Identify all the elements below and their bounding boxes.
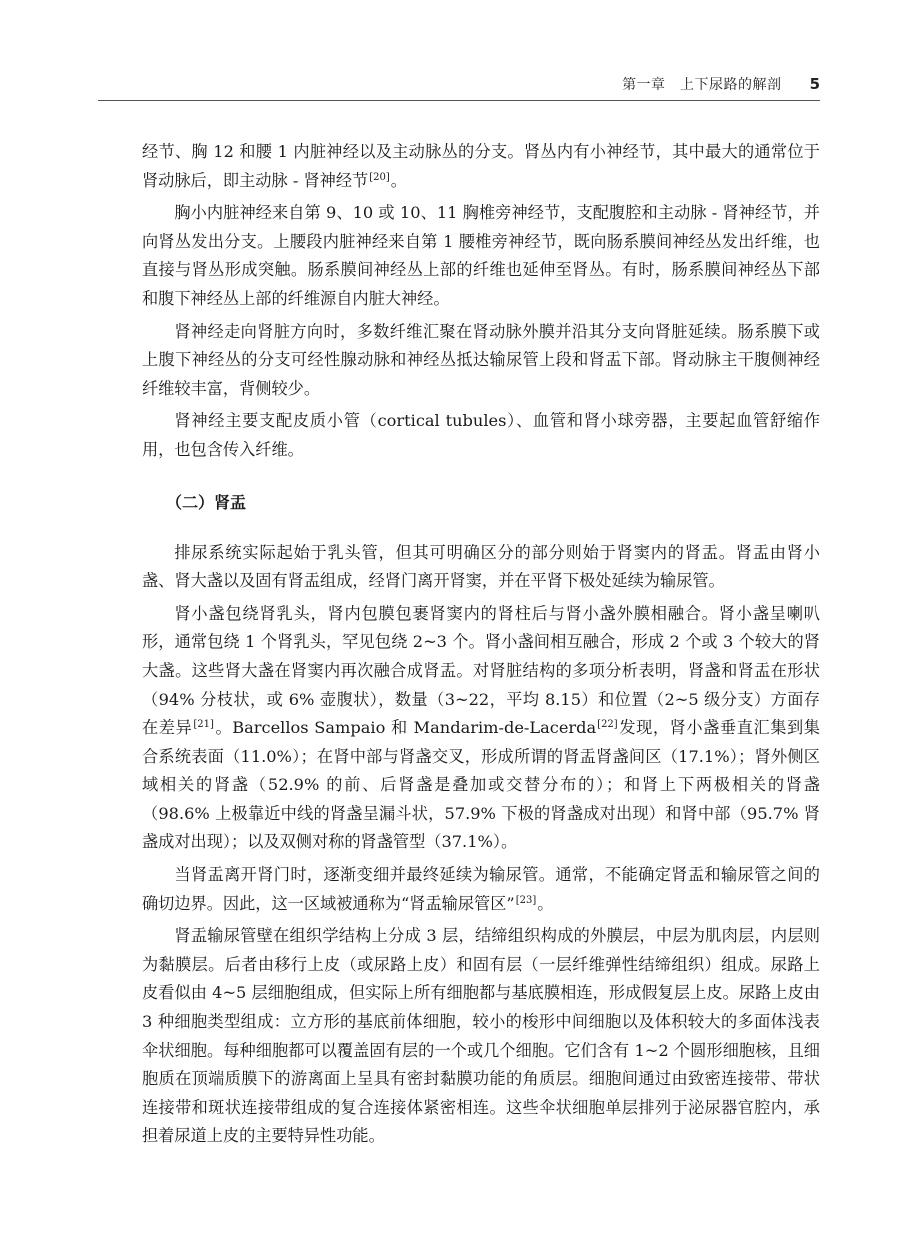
text-run: 当肾盂离开肾门时，逐渐变细并最终延续为输尿管。通常，不能确定肾盂和输尿管之间的确切边界。因此，这一区域被通称为“肾盂输尿管区” [142, 865, 820, 913]
paragraph: 胸小内脏神经来自第 9、10 或 10、11 胸椎旁神经节，支配腹腔和主动脉 - 肾神经节，并向肾丛发出分支。上腰段内脏神经来自第 1 腰椎旁神经节，既向肠系膜间神经丛发出纤维，也直接与肾丛形成突触。肠系膜间神经丛上部的纤维也延伸至肾丛。有时，肠系膜间神经丛下部和腹下神经丛上部的纤维源自内脏大神经。 [142, 203, 820, 308]
text-run: 。 [390, 170, 407, 190]
body-text [142, 138, 820, 1151]
paragraph [142, 600, 820, 857]
citation-ref: [22] [597, 719, 618, 731]
paragraph: 排尿系统实际起始于乳头管，但其可明确区分的部分则始于肾窦内的肾盂。肾盂由肾小盏、肾大盏以及固有肾盂组成，经肾门离开肾窦，并在平肾下极处延续为输尿管。 [142, 542, 820, 591]
paragraph-continued [142, 138, 820, 195]
paragraph [142, 861, 820, 918]
text-run: 。 [537, 893, 554, 913]
text-run: 肾小盏包绕肾乳头，肾内包膜包裹肾窦内的肾柱后与肾小盏外膜相融合。肾小盏呈喇叭形，通常包绕 1 个肾乳头，罕见包绕 2~3 个。肾小盏间相互融合，形成 2 个或 3 个较大的肾大盏。这些肾大盏在肾窦内再次融合成肾盂。对肾脏结构的多项分析表明，肾盏和肾盂在形状（94% 分枝状，或 6% 壶腹状），数量（3~22，平均 8.15）和位置（2~5 级分支）方面存在差异 [142, 603, 820, 738]
paragraph: 肾神经走向肾脏方向时，多数纤维汇聚在肾动脉外膜并沿其分支向肾脏延续。肠系膜下或上腹下神经丛的分支可经性腺动脉和神经丛抵达输尿管上段和肾盂下部。肾动脉主干腹侧神经纤维较丰富，背侧较少。 [142, 321, 820, 398]
chapter-title: 第一章 上下尿路的解剖 [622, 77, 782, 93]
text-run: 发现，肾小盏垂直汇集到集合系统表面（11.0%）；在肾中部与肾盏交叉，形成所谓的肾盂肾盏间区（17.1%）；肾外侧区域相关的肾盏（52.9% 的前、后肾盏是叠加或交替分布的）；和肾上下两极相关的肾盏（98.6% 上极靠近中线的肾盏呈漏斗状，57.9% 下极的肾盏成对出现）和肾中部（95.7% 肾盏成对出现）；以及双侧对称的肾盏管型（37.1%）。 [142, 718, 820, 852]
running-head [98, 70, 820, 98]
paragraph: 肾盂输尿管壁在组织学结构上分成 3 层，结缔组织构成的外膜层，中层为肌肉层，内层则为黏膜层。后者由移行上皮（或尿路上皮）和固有层（一层纤维弹性结缔组织）组成。尿路上皮看似由 4~5 层细胞组成，但实际上所有细胞都与基底膜相连，形成假复层上皮。尿路上皮由 3 种细胞类型组成：立方形的基底前体细胞，较小的梭形中间细胞以及体积较大的多面体浅表伞状细胞。每种细胞都可以覆盖固有层的一个或几个细胞。它们含有 1~2 个圆形细胞核，且细胞质在顶端质膜下的游离面上呈具有密封黏膜功能的角质层。细胞间通过由致密连接带、带状连接带和斑状连接带组成的复合连接体紧密相连。这些伞状细胞单层排列于泌尿器官腔内，承担着尿道上皮的主要特异性功能。 [142, 926, 820, 1146]
text-run: 。Barcellos Sampaio 和 Mandarim-de-Lacerda [214, 718, 597, 738]
paragraph: 肾神经主要支配皮质小管（cortical tubules）、血管和肾小球旁器，主要起血管舒缩作用，也包含传入纤维。 [142, 411, 820, 459]
text-run: 经节、胸 12 和腰 1 内脏神经以及主动脉丛的分支。肾丛内有小神经节，其中最大的通常位于肾动脉后，即主动脉 - 肾神经节 [142, 142, 820, 190]
header-rule [98, 100, 820, 101]
citation-ref: [23] [515, 894, 537, 906]
page-number: 5 [809, 75, 820, 93]
citation-ref: [21] [193, 719, 214, 731]
section-heading: （二）肾盂 [166, 492, 247, 512]
citation-ref: [20] [369, 171, 390, 183]
